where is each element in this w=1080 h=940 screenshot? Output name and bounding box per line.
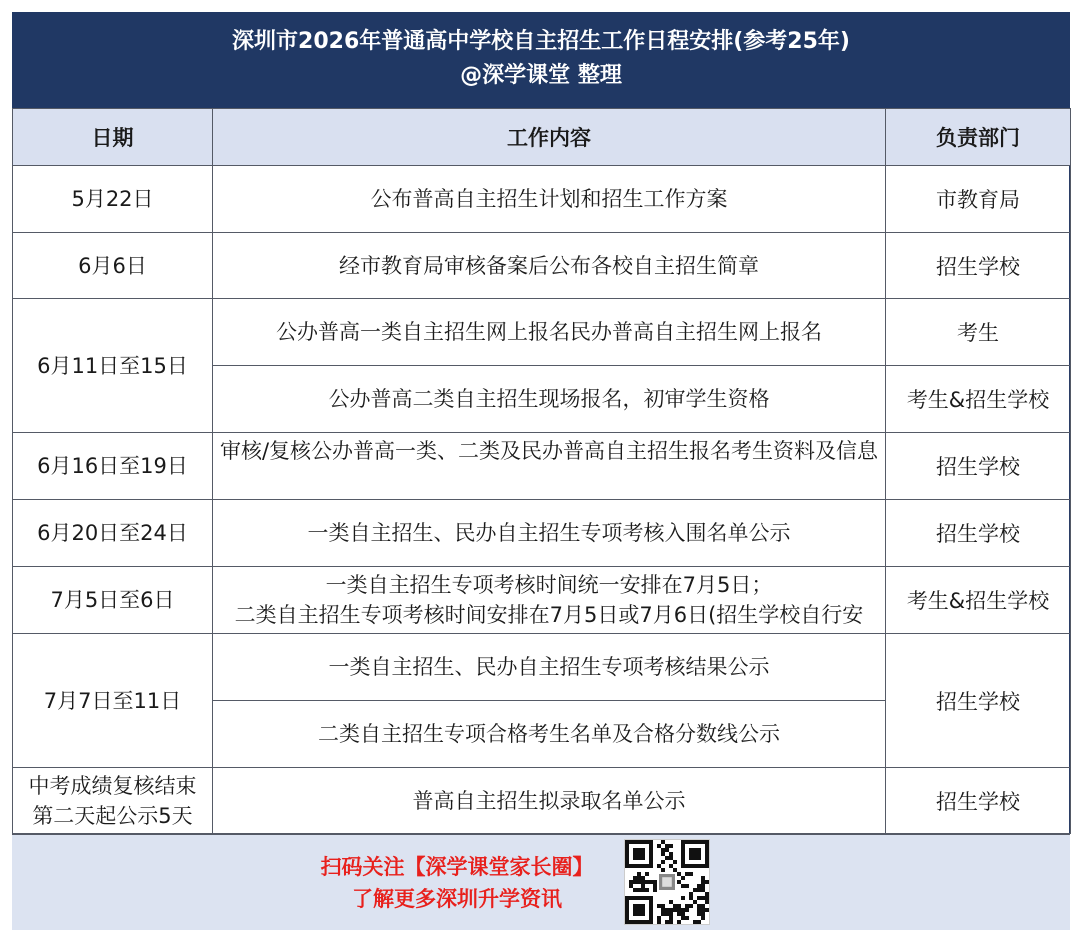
table-header-row <box>13 109 1071 166</box>
date-cell: 6月6日 <box>13 233 213 299</box>
page-title: 深圳市2026年普通高中学校自主招生工作日程安排(参考25年) <box>232 29 850 54</box>
date-cell: 7月5日至6日 <box>13 567 213 634</box>
content-cell: 二类自主招生专项合格考生名单及合格分数线公示 <box>213 701 886 768</box>
table-row <box>13 433 1071 500</box>
dept-cell: 市教育局 <box>886 166 1071 233</box>
promo-line: 扫码关注【深学课堂家长圈】 <box>320 855 594 879</box>
dept-cell: 招生学校 <box>886 500 1071 567</box>
content-cell: 公布普高自主招生计划和招生工作方案 <box>213 166 886 233</box>
dept-cell: 招生学校 <box>886 768 1071 834</box>
col-header-content: 工作内容 <box>213 109 886 166</box>
date-cell: 6月16日至19日 <box>13 433 213 500</box>
content-line: 一类自主招生专项考核时间统一安排在7月5日； <box>325 573 773 597</box>
table-row <box>13 500 1071 567</box>
content-cell: 一类自主招生、民办自主招生专项考核入围名单公示 <box>213 500 886 567</box>
qr-code-graphic <box>625 840 709 924</box>
table-row <box>13 567 1071 634</box>
content-cell: 一类自主招生、民办自主招生专项考核结果公示 <box>213 634 886 701</box>
dept-cell: 考生&招生学校 <box>886 366 1071 433</box>
content-cell: 经市教育局审核备案后公布各校自主招生简章 <box>213 233 886 299</box>
date-cell: 5月22日 <box>13 166 213 233</box>
col-header-date: 日期 <box>13 109 213 166</box>
table-row <box>13 233 1071 299</box>
dept-cell: 考生&招生学校 <box>886 567 1071 634</box>
content-cell: 公办普高一类自主招生网上报名民办普高自主招生网上报名 <box>213 299 886 366</box>
promo-text <box>292 851 622 915</box>
date-line: 中考成绩复核结束 <box>28 773 197 798</box>
dept-cell: 招生学校 <box>886 634 1071 768</box>
title-banner <box>12 12 1070 108</box>
content-cell: 普高自主招生拟录取名单公示 <box>213 768 886 834</box>
promo-footer <box>12 834 1070 930</box>
date-cell: 6月20日至24日 <box>13 500 213 567</box>
date-line: 第二天起公示5天 <box>32 803 193 828</box>
content-line: 二类自主招生专项考核时间安排在7月5日或7月6日(招生学校自行安 <box>234 603 864 627</box>
dept-cell: 招生学校 <box>886 433 1071 500</box>
table-row <box>13 634 1071 701</box>
dept-cell: 考生 <box>886 299 1071 366</box>
promo-line: 了解更多深圳升学资讯 <box>352 887 562 911</box>
schedule-table <box>12 108 1071 834</box>
date-cell: 7月7日至11日 <box>13 634 213 768</box>
table-row <box>13 299 1071 366</box>
page-subtitle: @深学课堂 整理 <box>460 63 622 88</box>
qr-code-icon[interactable] <box>624 839 710 925</box>
content-cell: 公办普高二类自主招生现场报名，初审学生资格 <box>213 366 886 433</box>
content-cell <box>213 567 886 634</box>
col-header-dept: 负责部门 <box>886 109 1071 166</box>
date-cell: 6月11日至15日 <box>13 299 213 433</box>
content-text: 审核/复核公办普高一类、二类及民办普高自主招生报名考生资料及信息 <box>219 439 879 463</box>
content-cell <box>213 433 886 500</box>
table-row <box>13 166 1071 233</box>
table-row <box>13 768 1071 834</box>
date-cell <box>13 768 213 834</box>
dept-cell: 招生学校 <box>886 233 1071 299</box>
